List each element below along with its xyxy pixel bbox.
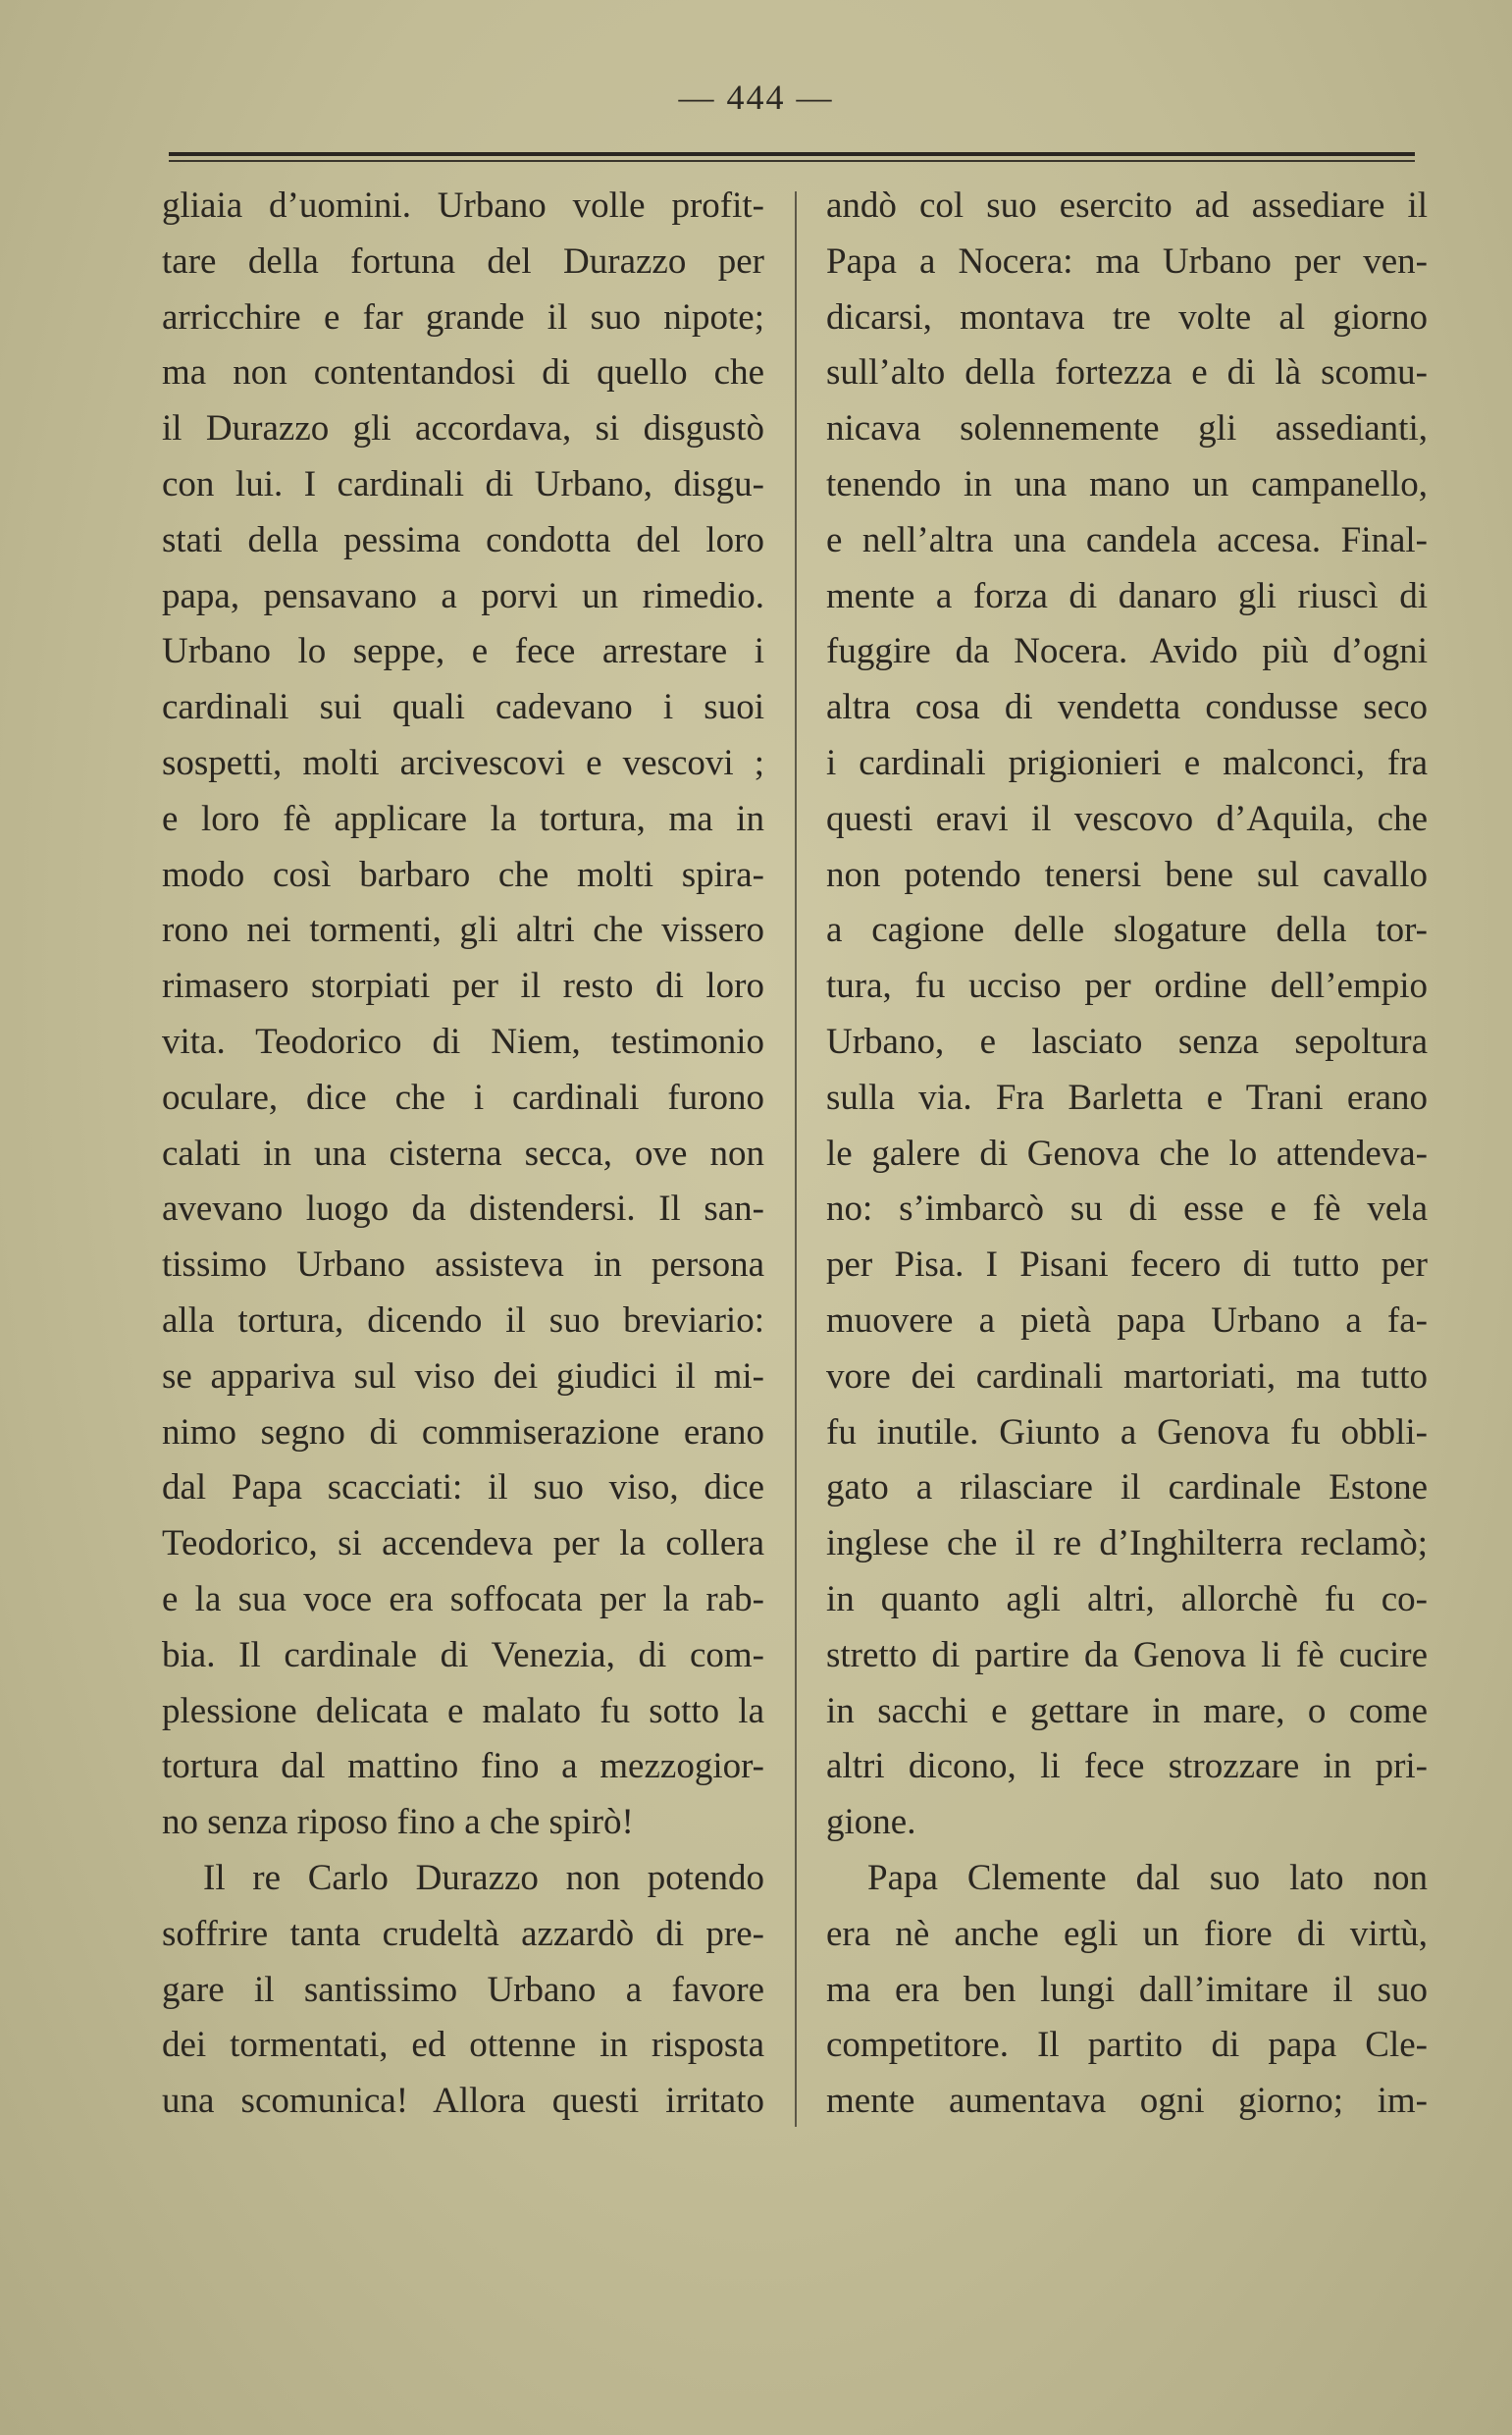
text-line: fuggire da Nocera. Avido più d’ogni [826,631,1428,672]
text-line: nimo segno di commiserazione erano [162,1411,764,1453]
column-divider [795,191,797,2127]
text-line: era nè anche egli un fiore di virtù, [826,1913,1428,1954]
right-paragraph-1 [826,179,1428,1851]
text-line: inglese che il re d’Inghilterra reclamò; [826,1523,1428,1564]
text-line: e nell’altra una candela accesa. Final- [826,519,1428,560]
text-line: Urbano, e lasciato senza sepoltura [826,1021,1428,1062]
text-line: non potendo tenersi bene sul cavallo [826,854,1428,895]
text-line: stati della pessima condotta del loro [162,519,764,560]
text-line: dei tormentati, ed ottenne in risposta [162,2025,764,2066]
text-line: fu inutile. Giunto a Genova fu obbli- [826,1411,1428,1453]
text-line: no senza riposo fino a che spirò! [162,1802,634,1843]
text-line: bia. Il cardinale di Venezia, di com- [162,1634,764,1675]
text-line: in quanto agli altri, allorchè fu co- [826,1578,1428,1619]
text-line: a cagione delle slogature della tor- [826,910,1428,951]
right-column [826,179,1428,2130]
text-line: papa, pensavano a porvi un rimedio. [162,575,764,616]
page-number: — 444 — [678,78,834,117]
text-line: muovere a pietà papa Urbano a fa- [826,1299,1428,1341]
text-line: gione. [826,1802,916,1843]
text-line: cardinali sui quali cadevano i suoi [162,687,764,728]
text-line: vore dei cardinali martoriati, ma tutto [826,1355,1428,1397]
text-line: no: s’imbarcò su di esse e fè vela [826,1189,1428,1230]
text-line: dal Papa scacciati: il suo viso, dice [162,1467,764,1509]
text-line: sospetti, molti arcivescovi e vescovi ; [162,742,764,783]
text-line: con lui. I cardinali di Urbano, disgu- [162,463,764,504]
left-paragraph-2 [162,1851,764,2130]
text-line: tenendo in una mano un campanello, [826,463,1428,504]
header-rule-thick [169,152,1415,156]
text-line: rono nei tormenti, gli altri che vissero [162,910,764,951]
text-line: competitore. Il partito di papa Cle- [826,2025,1428,2066]
text-line: calati in una cisterna secca, ove non [162,1133,764,1174]
text-line: tare della fortuna del Durazzo per [162,240,764,282]
text-line: soffrire tanta crudeltà azzardò di pre- [162,1913,764,1954]
text-line: nicava solennemente gli assedianti, [826,408,1428,450]
right-paragraph-2 [826,1851,1428,2130]
header-rule-thin [169,160,1415,162]
text-line: e loro fè applicare la tortura, ma in [162,798,764,839]
text-line: Papa Clemente dal suo lato non [867,1857,1428,1898]
text-line: tortura dal mattino fino a mezzogior- [162,1746,764,1787]
text-line: dicarsi, montava tre volte al giorno [826,296,1428,338]
text-line: andò col suo esercito ad assediare il [826,185,1428,226]
text-line: Il re Carlo Durazzo non potendo [203,1857,764,1898]
text-line: oculare, dice che i cardinali furono [162,1077,764,1118]
text-line: stretto di partire da Genova li fè cucire [826,1634,1428,1675]
text-line: Papa a Nocera: ma Urbano per ven- [826,240,1428,282]
text-line: Urbano lo seppe, e fece arrestare i [162,631,764,672]
text-line: le galere di Genova che lo attendeva- [826,1133,1428,1174]
text-line: vita. Teodorico di Niem, testimonio [162,1021,764,1062]
text-line: in sacchi e gettare in mare, o come [826,1690,1428,1731]
text-line: altri dicono, li fece strozzare in pri- [826,1746,1428,1787]
text-line: tissimo Urbano assisteva in persona [162,1244,764,1286]
text-line: gato a rilasciare il cardinale Estone [826,1467,1428,1509]
text-line: se appariva sul viso dei giudici il mi- [162,1355,764,1397]
text-line: avevano luogo da distendersi. Il san- [162,1189,764,1230]
left-column [162,179,764,2130]
text-line: per Pisa. I Pisani fecero di tutto per [826,1244,1428,1286]
text-line: tura, fu ucciso per ordine dell’empio [826,966,1428,1007]
text-line: arricchire e far grande il suo nipote; [162,296,764,338]
text-line: mente a forza di danaro gli riuscì di [826,575,1428,616]
text-line: e la sua voce era soffocata per la rab- [162,1578,764,1619]
text-line: una scomunica! Allora questi irritato [162,2081,764,2122]
text-line: altra cosa di vendetta condusse seco [826,687,1428,728]
text-line: gare il santissimo Urbano a favore [162,1969,764,2010]
text-line: alla tortura, dicendo il suo breviario: [162,1299,764,1341]
left-paragraph-1 [162,179,764,1851]
text-line: gliaia d’uomini. Urbano volle profit- [162,185,764,226]
text-line: questi eravi il vescovo d’Aquila, che [826,798,1428,839]
text-line: mente aumentava ogni giorno; im- [826,2081,1428,2122]
text-line: il Durazzo gli accordava, si disgustò [162,408,764,450]
text-line: sulla via. Fra Barletta e Trani erano [826,1077,1428,1118]
text-line: i cardinali prigionieri e malconci, fra [826,742,1428,783]
text-line: ma non contentandosi di quello che [162,352,764,394]
text-line: ma era ben lungi dall’imitare il suo [826,1969,1428,2010]
text-line: rimasero storpiati per il resto di loro [162,966,764,1007]
text-line: modo così barbaro che molti spira- [162,854,764,895]
text-line: sull’alto della fortezza e di là scomu- [826,352,1428,394]
text-line: Teodorico, si accendeva per la collera [162,1523,764,1564]
text-line: plessione delicata e malato fu sotto la [162,1690,764,1731]
